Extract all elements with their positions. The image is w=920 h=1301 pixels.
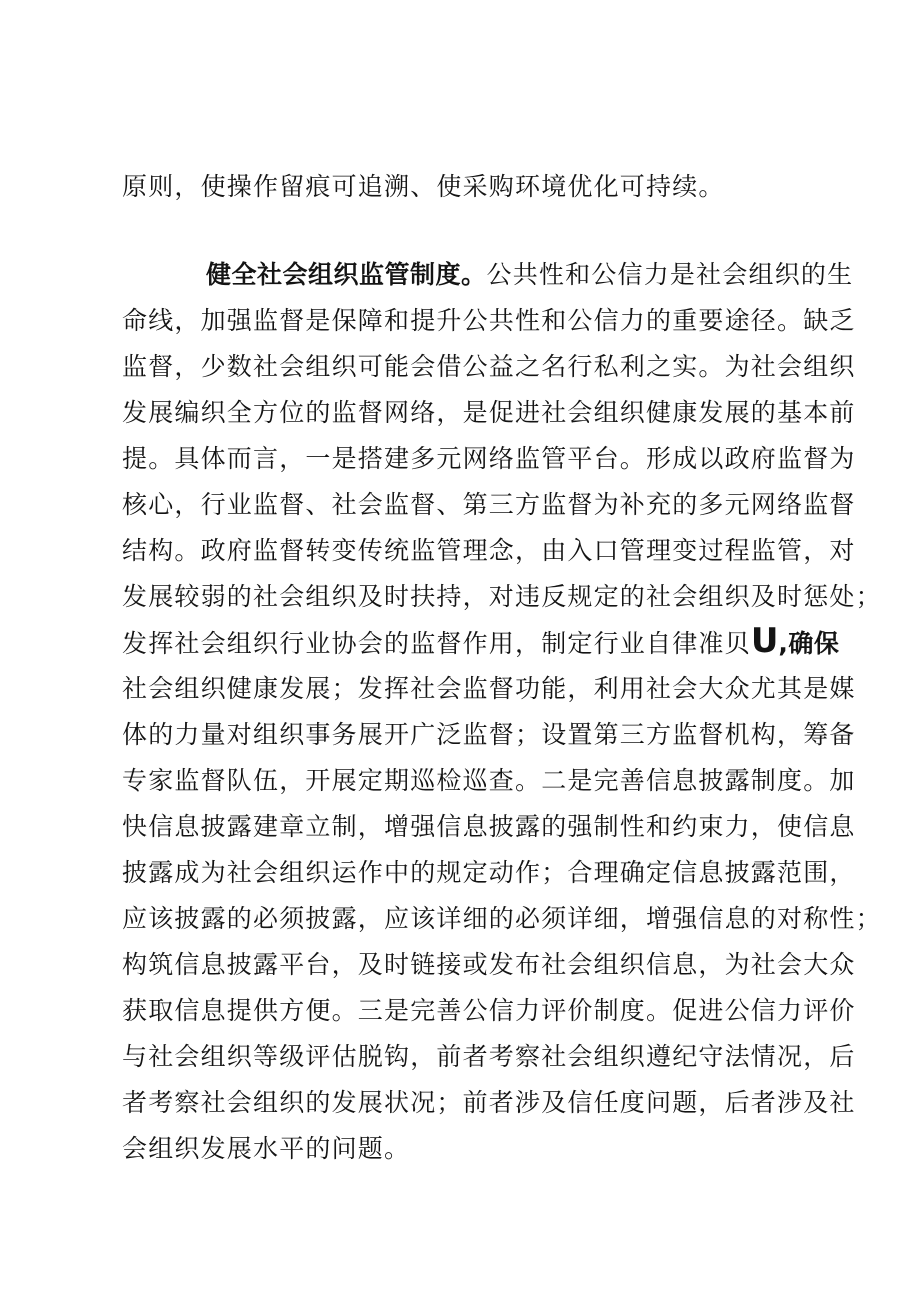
text-line: 体的力量对组织事务展开广泛监督；设置第三方监督机构，筹备 xyxy=(122,720,856,749)
text-line: 专家监督队伍，开展定期巡检巡查。二是完善信息披露制度。加 xyxy=(122,766,856,795)
oversized-u-glyph: U xyxy=(750,621,779,661)
line-segment-after: ,确保 xyxy=(778,629,840,658)
paragraph-first-line xyxy=(206,258,854,292)
text-line: 披露成为社会组织运作中的规定动作；合理确定信息披露范围， xyxy=(122,858,856,887)
text-line: 结构。政府监督转变传统监管理念，由入口管理变过程监管，对 xyxy=(122,536,856,565)
text-line: 社会组织健康发展；发挥社会监督功能，利用社会大众尤其是媒 xyxy=(122,674,856,703)
section-heading: 健全社会组织监管制度。 xyxy=(206,260,487,289)
text-line: 核心，行业监督、社会监督、第三方监督为补充的多元网络监督 xyxy=(122,490,856,519)
text-line: 原则，使操作留痕可追溯、使采购环境优化可持续。 xyxy=(122,172,725,201)
text-line: 快信息披露建章立制，增强信息披露的强制性和约束力，使信息 xyxy=(122,812,856,841)
text-line: 获取信息提供方便。三是完善公信力评价制度。促进公信力评价 xyxy=(122,996,856,1025)
text-line: 应该披露的必须披露，应该详细的必须详细，增强信息的对称性； xyxy=(122,904,882,933)
text-line: 会组织发展水平的问题。 xyxy=(122,1134,411,1163)
heading-line-text: 公共性和公信力是社会组织的生 xyxy=(486,260,854,289)
text-line: 与社会组织等级评估脱钩，前者考察社会组织遵纪守法情况，后 xyxy=(122,1042,856,1071)
text-line: 命线，加强监督是保障和提升公共性和公信力的重要途径。缺乏 xyxy=(122,306,856,335)
text-line: 者考察社会组织的发展状况；前者涉及信任度问题，后者涉及社 xyxy=(122,1088,856,1117)
line-segment-before: 发挥社会组织行业协会的监督作用，制定行业自律准贝 xyxy=(122,629,751,658)
text-line: 发展编织全方位的监督网络，是促进社会组织健康发展的基本前 xyxy=(122,398,856,427)
text-line: 发展较弱的社会组织及时扶持，对违反规定的社会组织及时惩处； xyxy=(122,582,882,611)
text-line: 构筑信息披露平台，及时链接或发布社会组织信息，为社会大众 xyxy=(122,950,856,979)
text-line-with-u xyxy=(122,621,840,661)
text-line: 提。具体而言，一是搭建多元网络监管平台。形成以政府监督为 xyxy=(122,444,856,473)
text-line: 监督，少数社会组织可能会借公益之名行私利之实。为社会组织 xyxy=(122,352,856,381)
